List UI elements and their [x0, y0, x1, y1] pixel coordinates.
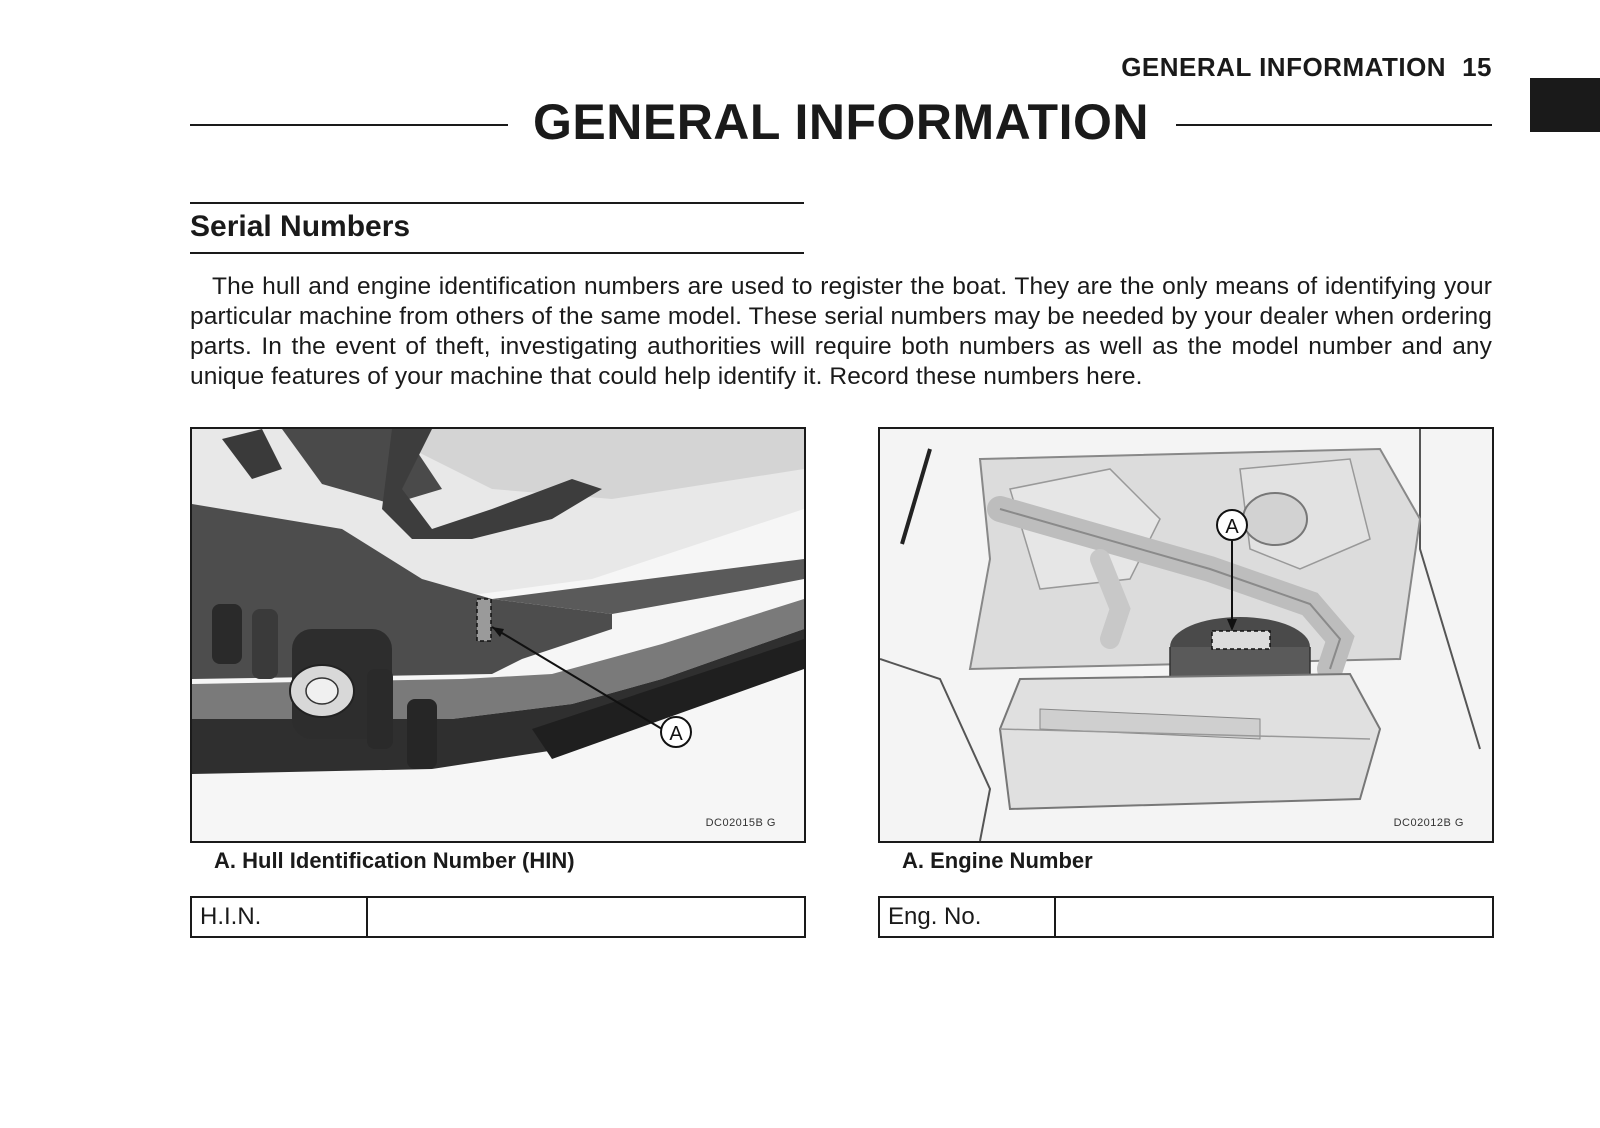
engine-figure	[878, 427, 1494, 843]
engine-figure-caption: A. Engine Number	[902, 848, 1093, 873]
chapter-title: GENERAL INFORMATION	[533, 94, 1149, 150]
engine-illustration	[880, 429, 1492, 841]
page-number: 15	[1462, 52, 1492, 82]
chapter-rule-right	[1176, 124, 1492, 126]
section-body: The hull and engine identification numbers are used to register the boat. They are the only means of identifying your particular machine from others of the same model. These serial numbers may be needed by your dealer when ordering parts. In the event of theft, investigating authorities will require both numbers as well as the model number and any unique features of your machine that could help identify it. Record these numbers here.	[190, 273, 1492, 390]
hin-label: H.I.N.	[192, 898, 368, 936]
hull-figure	[190, 427, 806, 843]
hull-callout-label: A	[669, 723, 683, 745]
running-head-title: GENERAL INFORMATION	[1121, 52, 1447, 82]
engine-callout-label: A	[1225, 516, 1239, 538]
hull-figure-code: DC02015B G	[705, 817, 776, 829]
engine-figure-code: DC02012B G	[1393, 817, 1464, 829]
hin-entry-field[interactable]	[368, 898, 804, 936]
section-title: Serial Numbers	[190, 210, 411, 243]
engine-number-record-box	[878, 896, 1494, 938]
chapter-thumb-tab	[1530, 78, 1600, 132]
section-header	[190, 202, 804, 254]
hull-figure-caption: A. Hull Identification Number (HIN)	[214, 848, 575, 873]
engine-number-label: Eng. No.	[880, 898, 1056, 936]
running-head	[1121, 52, 1492, 83]
hin-record-box	[190, 896, 806, 938]
hull-illustration	[192, 429, 804, 841]
engine-number-entry-field[interactable]	[1056, 898, 1492, 936]
